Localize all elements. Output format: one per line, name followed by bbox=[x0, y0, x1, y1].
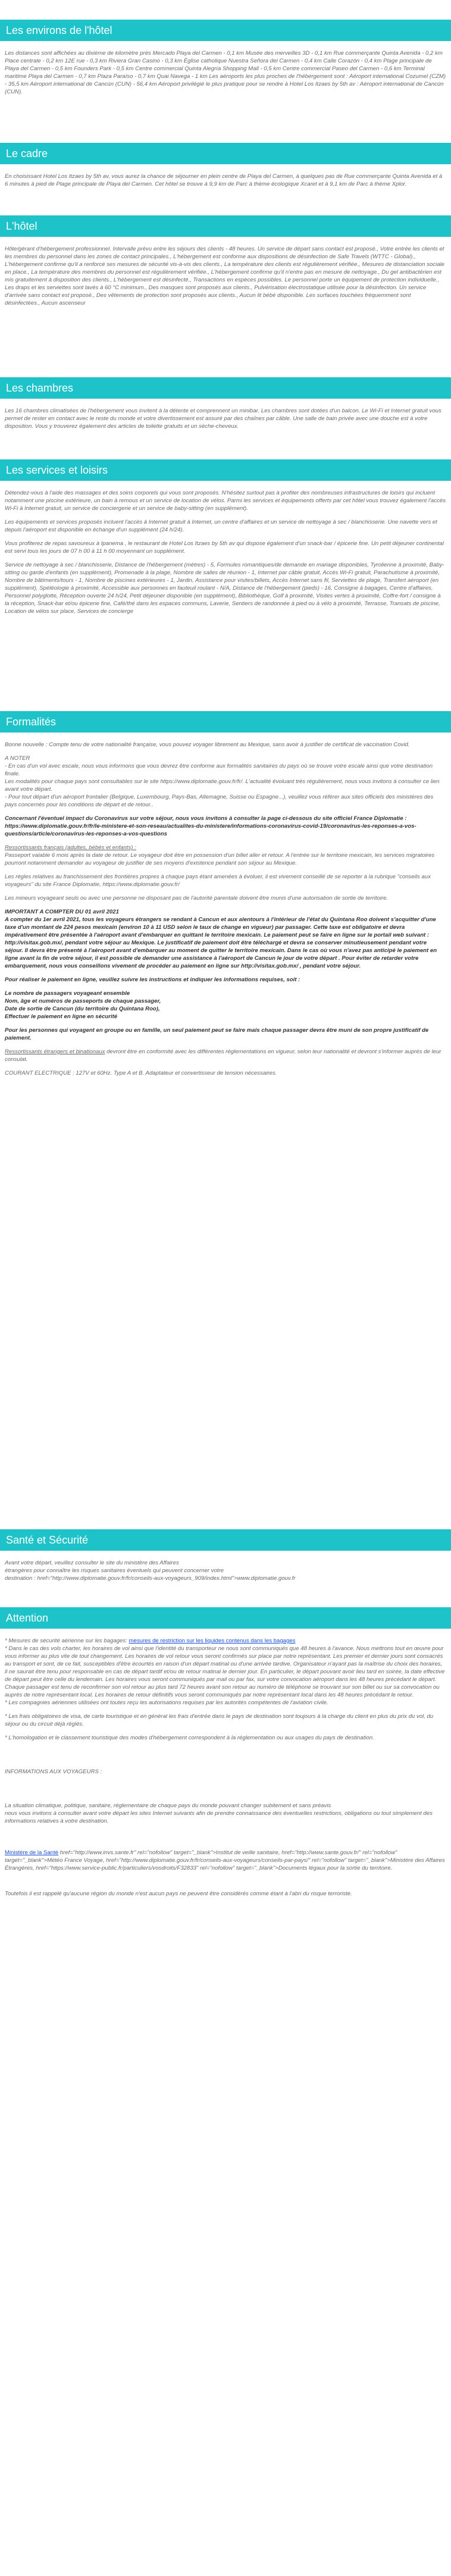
section-title: Santé et Sécurité bbox=[6, 1534, 89, 1546]
section-header-hotel bbox=[0, 215, 451, 237]
attention-infos: INFORMATIONS AUX VOYAGEURS : bbox=[5, 1769, 102, 1775]
section-header-environs bbox=[0, 20, 451, 41]
liquids-restriction-link[interactable]: mesures de restriction sur les liquides contenus dans les bagages bbox=[129, 1638, 296, 1644]
section-body bbox=[5, 245, 446, 313]
sante-text: Avant votre départ, veuillez consulter le site du ministère des Affaires étrangères pour connaître les risques sanitaires éventuels qui peuvent concerner votre destination : href="http://www.diplomatie.gouv.fr/fr/conseils-aux-voyageurs_909/index.html">www.diplomatie.gouv.fr bbox=[5, 1560, 296, 1582]
services-p1: Détendez-vous à l'aide des massages et des soins corporels qui vous sont proposés. N'hésitez surtout pas à profiter des nombreuses infrastructures de loisirs qui incluent notamment une piscine extérieure, un bain à remous et un service de location de vélos. Parmi les services et équipements offerts par cet hôtel vous trouvez également l'accès Wi-Fi à Internet gratuit, un service de conciergerie et un service de baby-sitting (en supplément). bbox=[5, 490, 446, 512]
section-title: L'hôtel bbox=[6, 220, 37, 232]
attention-footer: Toutefois il est rappelé qu'aucune région du monde n'est aucun pays ne peuvent être considérés comme étant à l'abri du risque terroriste. bbox=[5, 1890, 352, 1897]
formalites-anoter-text: - En cas d'un vol avec escale, nous vous informons que vous devrez être conforme aux formalités sanitaires du pays où se trouve votre escale ainsi que votre destination finale. Les modalités pour chaque pays sont consultables sur le site https://www.diplomatie.gouv.fr/fr/. L'actualité évoluant très régulièrement, nous vous invitons à consulter ce lien avant votre départ. - Pour tout départ d'un aéroport frontalier (Belgique, Luxembourg, Pays-Bas, Allemagne, Suisse ou Espagne...), veuillez vous référer aux sites officiels des ministères des pays concernés pour les conditions de départ et de retour.. bbox=[5, 763, 440, 808]
formalites-mineurs: Les mineurs voyageant seuls ou avec une personne ne disposant pas de l'autorité parentale doivent être munis d'une autorisation de sortie de territoire. bbox=[5, 895, 389, 902]
attention-situation: La situation climatique, politique, sanitaire, réglementaire de chaque pays du monde pouvant changer subitement et sans préavis nous vous invitons à consulter avant votre départ les sites Internet suivants afin de prendre connaissance des éventuelles restrictions, obligations ou tout simplement des informations relatives à votre destination. bbox=[5, 1802, 433, 1824]
formalites-anoter: A NOTER bbox=[5, 755, 30, 762]
attention-ministere bbox=[5, 1849, 446, 1872]
attention-p1-rest: * Dans le cas des vols charter, les horaires de vol ainsi que l'identité du transporteur ne nous sont communiqués que 48 heures à l'avance. Nous mettrons tout en œuvre pour vous informer au plus vite de tout changement. Les horaires de vol retour vous seront confirmés sur place par notre représentant. Les premier et dernier jours sont consacrés au transport et sont, de ce fait, susceptibles d'être écourtés en raison d'un départ matinal ou d'une arrivée tardive. Organisateur n'ayant pas la maîtrise du choix des horaires, il ne saurait être tenu pour responsable en cas de départ tardif et/ou de retour matinal le dernier jour. En particulier, le départ pouvant avoir lieu tard en soirée, la date effective de départ peut être celle du lendemain. Les horaires vous seront communiqués par mail ou par fax, sur votre convocation aéroport dans les 48 heures précédant le départ. Chaque passager est tenu de reconfirmer son vol retour au plus tard 72 heures avant son retour au numéro de téléphone se trouvant sur son billet ou sur sa convocation ou auprès de notre représentant local. Les horaires de retour définitifs vous seront communiqués par notre représentant local dans les 48 heures précédant le retour. * Les compagnies aériennes utilisées ont toutes reçu les autorisations requises par les autorités compétentes de l'aviation civile. bbox=[5, 1645, 445, 1706]
formalites-liste: Le nombre de passagers voyageant ensemble Nom, âge et numéros de passeports de chaque passager, Date de sortie de Cancun (du territoire du Quintana Roo), Effectuer le paiement en ligne en sécurité bbox=[5, 990, 161, 1020]
section-header-sante bbox=[0, 1529, 451, 1551]
formalites-binationaux-title: Ressortissants étrangers et binationaux bbox=[5, 1048, 105, 1055]
attention-p1 bbox=[5, 1637, 446, 1707]
attention-ministere-rest: href="http://www.invs.sante.fr" rel="nofollow" target="_blank">Institut de veille sanitaire, href="http://www.sante.gouv.fr/" rel="nofollow" target="_blank">Météo France Voyage, href="http://www.diplomatie.gouv.fr/fr/conseils-aux-voyageurs/conseils-par-pays/" rel="nofollow" target="_blank">Ministère des Affaires Étrangères, href="https://www.service-public.fr/particuliers/vosdroits/F32833" rel="nofollow" target="_blank">Documents légaux pour la sortie du territoire. bbox=[5, 1849, 445, 1871]
section-title: Attention bbox=[6, 1612, 49, 1624]
hotel-text: Hôte/gérant d'hébergement professionnel. Intervalle prévu entre les séjours des clients - 48 heures. Un service de départ sans contact est proposé., Votre entrée les clients et les membres du personnel dans les zones de contact principales., L'hébergement est conforme aux dispositions de désinfection de Safe Travels (WTTC - Global)., L'hébergement confirme qu'il a renforcé ses mesures de sécurité vis-à-vis des clients., La température des clients est régulièrement vérifiée., Mesures de distanciation sociale en place., La température des membres du personnel est régulièrement vérifiée., L'hébergement confirme qu'il n'entre pas en mesure de nettoyage., Du gel antibactérien est mis gratuitement à disposition des clients., L'hébergement est désinfecté., Transactions en espèces possibles. Le personnel porte un équipement de protection individuelle., Les draps et les serviettes sont lavés à 60 °C minimum., Des masques sont proposés aux clients., Pulvérisation électrostatique utilisée pour la désinfection. Un service d'arrivée sans contact est proposé., Des vêtements de protection sont proposés aux clients., Aucun lit bébé disponible. Les surfaces touchées fréquemment sont désinfectées., Aucun ascenseur bbox=[5, 246, 444, 306]
section-body bbox=[5, 49, 446, 102]
section-title: Le cadre bbox=[6, 148, 48, 159]
section-header-formalites bbox=[0, 711, 451, 733]
ministere-sante-link[interactable]: Ministère de la Santé bbox=[5, 1849, 59, 1856]
section-title: Les environs de l'hôtel bbox=[6, 24, 112, 36]
section-body bbox=[5, 1637, 446, 1904]
attention-p2: * Les frais obligatoires de visa, de carte touristique et en général les frais d'entrée dans le pays de destination sont toujours à la charge du client en plus du prix du vol, du séjour ou du circuit déjà réglés. bbox=[5, 1713, 434, 1727]
section-body bbox=[5, 489, 446, 621]
formalites-paiement: Pour réaliser le paiement en ligne, veuillez suivre les instructions et indiquer les informations requises, soit : bbox=[5, 976, 300, 983]
formalites-ressortissants-text: Passeport valable 6 mois après la date de retour. Le voyageur doit être en possession d'un billet aller et retour. A l'entrée sur le territoire mexicain, les services migratoires pourront notamment demander au voyageur de justifier de ses moyens d'existence pendant son séjour au Mexique. bbox=[5, 852, 435, 866]
formalites-regles: Les règles relatives au franchissement des frontières propres à chaque pays étant amenées à évoluer, il est vivement conseillé de se reporter à la rubrique "conseils aux voyageurs" du site France Diplomatie, https://www.diplomatie.gouv.fr/ bbox=[5, 874, 431, 888]
section-title: Formalités bbox=[6, 716, 57, 728]
section-body bbox=[5, 1559, 446, 1588]
formalites-important-text: A compter du 1er avril 2021, tous les voyageurs étrangers se rendant à Cancun et aux alentours à l'intérieur de l'état du Quintana Roo doivent s'acquitter d'une taxe d'un montant de 224 pesos mexicain (environ 10 à 11 USD selon le taux de change en vigueur) par passager. Cette taxe est obligatoire et devra impérativement être présentée à l'aéroport avant d'embarquer en quittant le territoire mexicain. Le paiement peut se faire en ligne sur le portail web suivant : http://visitax.gob.mx/, pendant votre séjour au Mexique. Le justificatif de paiement doit être téléchargé et devra se conserver minutieusement pendant votre séjour. Il devra être présenté à l'aéroport avant d'embarquer au moment de quitter le territoire mexicain. Dans le cas où vous n'avez pas anticipé le paiement en ligne avant la fin de votre séjour, il est possible de demander une assistance à l'aéroport de Cancun le jour de votre départ . Pour éviter de retarder votre embarquement, nous vous conseillons vivement de procéder au paiement en ligne sur http://visitax.gob.mx/ , pendant votre séjour. bbox=[5, 916, 437, 969]
services-p3: Vous profiterez de repas savoureux à Ipanema , le restaurant de Hotel Los Itzaes by 5th av qui dispose également d'un snack-bar / épicerie fine. Un petit déjeuner continental est servi tous les jours de 07 h 00 à 11 h 00 moyennant un supplément. bbox=[5, 540, 444, 555]
section-body bbox=[5, 173, 446, 194]
formalites-intro: Bonne nouvelle : Compte tenu de votre nationalité française, vous pouvez voyager librement au Mexique, sans avoir à justifier de certificat de vaccination Covid. bbox=[5, 741, 410, 748]
services-p2: Les équipements et services proposés incluent l'accès à Internet gratuit à Internet, un centre d'affaires et un service de nettoyage à sec / blanchisserie. Une navette vers et depuis l'aéroport est disponible en échange d'un supplément (24 h/24). bbox=[5, 519, 437, 533]
section-body bbox=[5, 407, 446, 436]
attention-p3: * L'homologation et le classement touristique des modes d'hébergement correspondent à la réglementation ou aux usages du pays de destination. bbox=[5, 1735, 374, 1741]
formalites-important-title: IMPORTANT A COMPTER DU 01 avril 2021 bbox=[5, 909, 119, 915]
cadre-text: En choisissant Hotel Los Itzaes by 5th av, vous aurez la chance de séjourner en plein centre de Playa del Carmen, à quelques pas de Rue commerçante Quinta Avenida et à 6 minutes à pied de Plage principale de Playa del Carmen. Cet hôtel se trouve à 9,9 km de Parc à thème écologique Xcaret et à 9,1 km de Parc à thème Xplor. bbox=[5, 173, 443, 187]
formalites-personnes: Pour les personnes qui voyagent en groupe ou en famille, un seul paiement peut se faire mais chaque passager devra être muni de son propre justificatif de paiement. bbox=[5, 1027, 429, 1041]
formalites-concernant: Concernant l'éventuel impact du Coronavirus sur votre séjour, nous vous invitons à consulter la page ci-dessous du site officiel France Diplomatie : https://www.diplomatie.gouv.fr/fr/le-ministere-et-son-reseau/actualites-du-ministere/informations-coronavirus-covid-19/coronavirus-les-reponses-a-vos-questions/article/coronavirus-les-reponses-a-vos-questions bbox=[5, 815, 416, 837]
section-header-cadre bbox=[0, 143, 451, 164]
section-title: Les services et loisirs bbox=[6, 464, 108, 476]
formalites-courant: COURANT ELECTRIQUE : 127V et 60Hz. Type A et B. Adaptateur et convertisseur de tension nécessaires. bbox=[5, 1070, 277, 1076]
attention-p1-prefix: * Mesures de sécurité aérienne sur les bagages: bbox=[5, 1638, 129, 1644]
section-header-chambres bbox=[0, 377, 451, 399]
formalites-binationaux-text: devront être en conformité avec les différentes réglementations en vigueur, selon leur nationalité et devront s'informer auprès de leur consulat. bbox=[5, 1048, 441, 1063]
section-title: Les chambres bbox=[6, 382, 74, 394]
formalites-binationaux bbox=[5, 1048, 446, 1063]
services-p4: Service de nettoyage à sec / blanchisserie, Distance de l'hébergement (mètres) - 5, Formules romantiques/de demande en mariage disponibles, Tyrolienne à proximité, Baby-sitting ou garde d'enfants (en supplément), Promenade à la plage, Nombre de salles de réunion - 1, Internet par câble gratuit, Accès Wi-Fi gratuit, Parachutisme à proximité, Nombre de bâtiments/tours - 1, Nombre de piscines extérieures - 1, Jardin, Assistance pour visites/billets, Accès Internet sans fil, Serviettes de plage, Transfert aéroport (en supplément), Spéléologie à proximité, Accessible aux personnes en fauteuil roulant - N/A, Distance de l'hébergement (pieds) - 16, Consigne à bagages, Centre d'affaires, Personnel polyglotte, Réception ouverte 24 h/24, Petit déjeuner disponible (en supplément), Bibliothèque, Golf à proximité, Visites vertes à proximité, Coffre-fort / consigne à la réception, Snack-bar et/ou épicerie fine, Café/thé dans les espaces communs, Laverie, Sentiers de randonnée à pied ou à vélo à proximité, Terrasse, Transats de piscine, Location de vélos sur place, Services de concierge bbox=[5, 562, 444, 615]
section-header-services bbox=[0, 459, 451, 481]
environs-text: Les distances sont affichées au dixième de kilomètre près Mercado Playa del Carmen - 0,1 km Musée des merveilles 3D - 0,1 km Rue commerçante Quinta Avenida - 0,2 km Place centrale - 0,2 km 12E rue - 0,3 km Riviera Gran Casino - 0,3 km Église catholique Nuestra Señora del Carmen - 0,4 km Calle Corazón - 0,4 km Plage principale de Playa del Carmen - 0,5 km Founders Park - 0,5 km Centre commercial Quinta Alegría Shopping Mall - 0,5 km Centre commercial Paseo del Carmen - 0,6 km Terminal maritime Playa del Carmen - 0,7 km Plaza Paraíso - 0,7 km Quai Navega - 1 km Les aéroports les plus proches de l'hébergement sont : Aéroport international Cozumel (CZM) - 35,5 km Aéroport international de Cancún (CUN) - 56,4 km Aéroport privilégié le plus pratique pour se rendre à Hotel Los Itzaes by 5th av : Aéroport international de Cancún (CUN). bbox=[5, 50, 446, 95]
section-header-attention bbox=[0, 1607, 451, 1629]
formalites-ressortissants-title: Ressortissants français (adultes, bébés et enfants) : bbox=[5, 844, 136, 851]
section-body bbox=[5, 741, 446, 1083]
chambres-text: Les 16 chambres climatisées de l'hébergement vous invitent à la détente et comprennent un minibar. Les chambres sont dotées d'un balcon. Le Wi-Fi et Internet gratuit vous permet de rester en contact avec le reste du monde et votre divertissement est assuré par des chaînes par câble. Une salle de bain privée avec une douche est à votre disposition. Vous y trouverez également des articles de toilette gratuits et un sèche-cheveux. bbox=[5, 408, 441, 430]
